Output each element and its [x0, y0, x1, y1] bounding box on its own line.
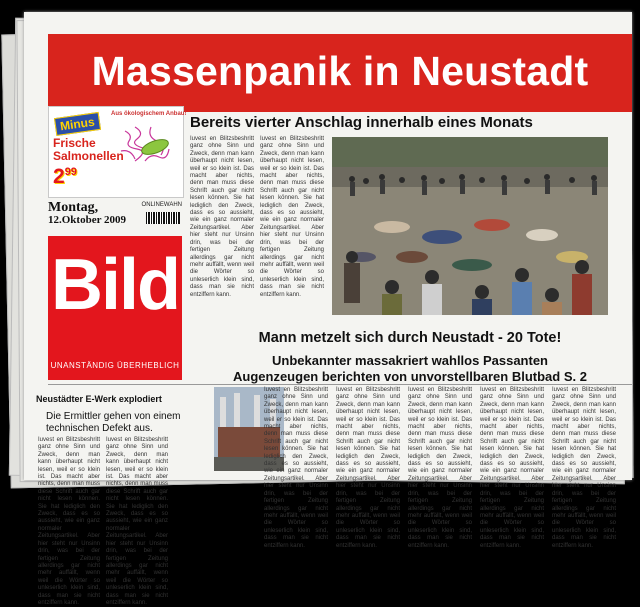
lead-headline: Mann metzelt sich durch Neustadt - 20 Tote! — [258, 330, 562, 346]
bottom-column-1: Iuvest en Blitzsbeshritt ganz ohne Sinn und Zweck, denn man kann überhaupt nicht lesen, weil er so klein ist. Das macht aber nichts, denn man muss diese Schrift auch gar nicht lesen können. Sie hat lediglich den Zweck, dass es so aussieht, wie ein ganz normaler Zeitungsartikel. Aber hier steht nur Unsinn drin, was bei der fertigen Zeitung allerdings gar nicht mehr auffällt, wenn weil die Wörter so unleserlich klein sind, dass man sie nicht entziffern kann. — [264, 387, 328, 549]
lead-subline-2: Augenzeugen berichten von unvorstellbaren Blutbad S. 2 — [233, 369, 587, 384]
ad-product-line1: Frische — [53, 136, 96, 150]
bottom-column-5: Iuvest en Blitzsbeshritt ganz ohne Sinn und Zweck, denn man kann überhaupt nicht lesen, weil er so klein ist. Das macht aber nichts, denn man muss diese Schrift auch gar nicht lesen können. Sie hat lediglich den Zweck, dass es so aussieht, wie ein ganz normaler Zeitungsartikel. Aber hier steht nur Unsinn drin, was bei der fertigen Zeitung allerdings gar nicht mehr auffällt, wenn weil die Wörter so unleserlich klein sind, dass man sie nicht entziffern kann. — [552, 387, 616, 549]
lead-subline-1: Unbekannter massakriert wahllos Passanten — [271, 353, 548, 368]
crowd-photo-image — [332, 137, 608, 315]
bild-logo-word: Bild — [51, 245, 179, 325]
side-story-sub-line1: Die Ermittler gehen von einem — [46, 411, 181, 422]
salmonella-ad — [48, 106, 187, 198]
ad-price — [53, 165, 77, 189]
side-column-2: Iuvest en Blitzsbeshritt ganz ohne Sinn und Zweck, denn man kann überhaupt nicht lesen, weil er so klein ist. Das macht aber nichts, denn man muss diese Schrift auch gar nicht lesen können. Sie hat lediglich den Zweck, dass es so aussieht, wie ein ganz normaler Zeitungsartikel. Aber hier steht nur Unsinn drin, was bei der fertigen Zeitung allerdings gar nicht mehr auffällt, wenn weil die Wörter so unleserlich klein sind, dass man sie nicht entziffern kann. — [106, 437, 168, 606]
side-column-1: Iuvest en Blitzsbeshritt ganz ohne Sinn und Zweck, denn man kann überhaupt nicht lesen, weil er so klein ist. Das macht aber nichts, denn man muss diese Schrift auch gar nicht lesen können. Sie hat lediglich den Zweck, dass es so aussieht, wie ein ganz normaler Zeitungsartikel. Aber hier steht nur Unsinn drin, was bei der fertigen Zeitung allerdings gar nicht mehr auffällt, wenn weil die Wörter so unleserlich klein sind, dass man sie nicht entziffern kann. — [38, 437, 100, 606]
newspaper-front-page — [24, 12, 632, 606]
ad-brand-logo: Minus — [54, 112, 101, 136]
ad-product — [53, 137, 124, 163]
ad-price-main: 2 — [53, 165, 65, 188]
bottom-column-3: Iuvest en Blitzsbeshritt ganz ohne Sinn und Zweck, denn man kann überhaupt nicht lesen, weil er so klein ist. Das macht aber nichts, denn man muss diese Schrift auch gar nicht lesen können. Sie hat lediglich den Zweck, dass es so aussieht, wie ein ganz normaler Zeitungsartikel. Aber hier steht nur Unsinn drin, was bei der fertigen Zeitung allerdings gar nicht mehr auffällt, wenn weil die Wörter so unleserlich klein sind, dass man sie nicht entziffern kann. — [408, 387, 472, 549]
headline-bar — [48, 34, 632, 112]
bottom-column-4: Iuvest en Blitzsbeshritt ganz ohne Sinn und Zweck, denn man kann überhaupt nicht lesen, weil er so klein ist. Das macht aber nichts, denn man muss diese Schrift auch gar nicht lesen können. Sie hat lediglich den Zweck, dass es so aussieht, wie ein ganz normaler Zeitungsartikel. Aber hier steht nur Unsinn drin, was bei der fertigen Zeitung allerdings gar nicht mehr auffällt, wenn weil die Wörter so unleserlich klein sind, dass man sie nicht entziffern kann. — [480, 387, 544, 549]
headline: Massenpanik in Neustadt — [91, 48, 589, 94]
ad-price-cents: 99 — [64, 166, 77, 178]
bild-tagline: UNANSTÄNDIG ÜBERHEBLICH — [50, 361, 180, 370]
ad-top-line: Aus ökologischem Anbau! — [111, 111, 187, 117]
bacteria-illustration — [115, 121, 181, 171]
article-column-2: Iuvest en Blitzsbeshritt ganz ohne Sinn und Zweck, denn man kann überhaupt nicht lesen, weil er so klein ist. Das macht aber nichts, denn man muss diese Schrift auch gar nicht lesen können. Sie hat lediglich den Zweck, dass es so aussieht, wie ein ganz normaler Zeitungsartikel. Aber hier steht nur Unsinn drin, was bei der fertigen Zeitung allerdings gar nicht mehr auffällt, wenn weil die Wörter so unleserlich klein sind, dass man sie nicht entziffern kann. — [260, 136, 324, 298]
subheadline: Bereits vierter Anschlag innerhalb eines Monats — [190, 114, 533, 131]
side-story-sub — [46, 411, 181, 435]
date-full: 12.Oktober 2009 — [48, 214, 127, 226]
article-column-1: Iuvest en Blitzsbeshritt ganz ohne Sinn und Zweck, denn man kann überhaupt nicht lesen, weil er so klein ist. Das macht aber nichts, denn man muss diese Schrift auch gar nicht lesen können. Sie hat lediglich den Zweck, dass es so aussieht, wie ein ganz normaler Zeitungsartikel. Aber hier steht nur Unsinn drin, was bei der fertigen Zeitung allerdings gar nicht mehr auffällt, wenn weil die Wörter so unleserlich klein sind, dass man sie nicht entziffern kann. — [190, 136, 254, 298]
side-story-title: Neustädter E-Werk explodiert — [36, 394, 162, 404]
date-weekday: Montag, — [48, 200, 99, 215]
barcode-icon — [146, 212, 180, 224]
bild-logo — [48, 236, 182, 380]
online-label: ONLINEWAHN — [141, 202, 182, 208]
section-divider — [48, 384, 632, 385]
ad-product-line2: Salmonellen — [53, 149, 124, 163]
bottom-column-2: Iuvest en Blitzsbeshritt ganz ohne Sinn und Zweck, denn man kann überhaupt nicht lesen, weil er so klein ist. Das macht aber nichts, denn man muss diese Schrift auch gar nicht lesen können. Sie hat lediglich den Zweck, dass es so aussieht, wie ein ganz normaler Zeitungsartikel. Aber hier steht nur Unsinn drin, was bei der fertigen Zeitung allerdings gar nicht mehr auffällt, wenn weil die Wörter so unleserlich klein sind, dass man sie nicht entziffern kann. — [336, 387, 400, 549]
crowd-photo — [332, 137, 608, 315]
date-block — [48, 200, 182, 234]
side-story-sub-line2: technischen Defekt aus. — [46, 423, 153, 434]
